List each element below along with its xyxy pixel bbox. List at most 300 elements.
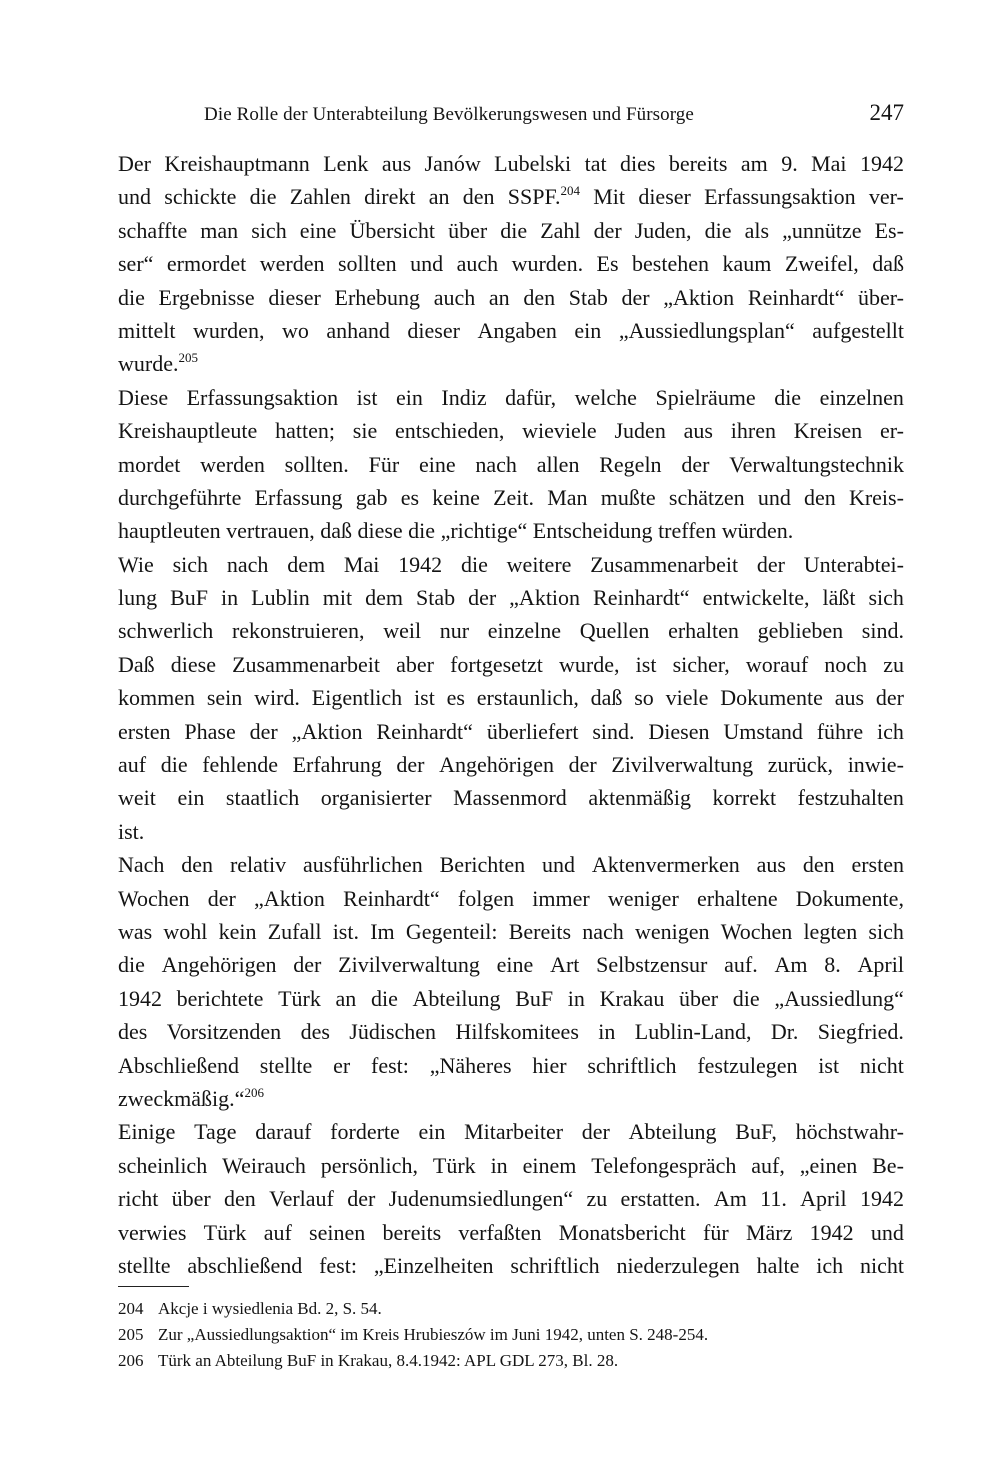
word: sind. (861, 618, 904, 644)
word: erstatten. (620, 1186, 701, 1212)
word: aufgestellt (812, 317, 904, 343)
word: mit (322, 585, 353, 611)
word: Türk (278, 985, 321, 1011)
word: Zahl (540, 217, 581, 243)
word: dem (365, 585, 403, 611)
word: Kreishauptmann (164, 151, 310, 176)
word: allen (536, 451, 580, 477)
body-text (118, 147, 904, 1282)
word: Angehörigen (161, 952, 277, 978)
word: Be- (872, 1152, 904, 1178)
word: dem (287, 551, 326, 577)
word: den (802, 852, 835, 878)
word: treffen (658, 518, 717, 544)
word: nur (439, 618, 470, 644)
text-line (118, 1049, 904, 1082)
word: eine (299, 217, 337, 243)
word: auf (118, 752, 147, 778)
text-line (118, 1082, 904, 1115)
text-line (118, 1182, 904, 1215)
word: die (160, 752, 188, 778)
word: Phase (184, 718, 236, 744)
footnote-number: 205 (118, 1325, 144, 1344)
word: der (396, 752, 425, 778)
word: direkt (364, 184, 416, 210)
word: sein (206, 685, 243, 711)
word: die (118, 952, 145, 978)
word: er- (879, 418, 904, 444)
word: aus (381, 151, 412, 176)
word: einzelne (487, 618, 562, 644)
word: Abteilung (628, 1119, 717, 1145)
word: der (347, 1186, 376, 1212)
text-line (118, 381, 904, 414)
word: bereits (382, 1219, 442, 1245)
word: die (774, 384, 802, 410)
word: Bereits (508, 918, 572, 944)
word: wurde.$^{205}$ (118, 350, 198, 377)
word: Einige (118, 1119, 176, 1145)
text-line (118, 848, 904, 881)
word: dieser (638, 184, 691, 210)
word: halte (756, 1252, 800, 1278)
word: und (542, 852, 576, 878)
word: immer (532, 885, 590, 911)
word: der (207, 885, 236, 911)
word: der (293, 952, 322, 978)
word: „Aussiedlungsplan“ (618, 317, 795, 343)
word: Quellen (579, 618, 650, 644)
word: ermordet (166, 251, 247, 277)
word: bereits (668, 151, 728, 176)
text-line (118, 180, 904, 213)
text-line (118, 1015, 904, 1048)
word: „Einzelheiten (373, 1252, 494, 1278)
word: Regeln (599, 451, 662, 477)
word: Im (370, 918, 395, 944)
footnote-ref: 204 (560, 183, 580, 199)
word: werden (259, 251, 325, 277)
word: staatlich (225, 785, 300, 811)
word: rekonstruieren, (231, 618, 365, 644)
word: April (857, 952, 904, 978)
word: man (200, 217, 239, 243)
word: Lenk (323, 151, 369, 176)
footnote-text: Akcje i wysiedlenia Bd. 2, S. 54. (158, 1299, 382, 1318)
word: sich (251, 217, 287, 243)
word: Stab (568, 284, 608, 310)
word: Mai (343, 551, 380, 577)
text-line (118, 548, 904, 581)
word: Reinhardt“ (343, 885, 440, 911)
word: an (488, 284, 510, 310)
word: Aktenvermerken (591, 852, 740, 878)
word: nach (475, 451, 517, 477)
word: Abteilung (412, 985, 501, 1011)
word: richt (118, 1186, 159, 1212)
word: Dokumente, (795, 885, 904, 911)
word: scheinlich (118, 1152, 208, 1178)
word: schriftlich (587, 1052, 677, 1078)
word: dieser (268, 284, 321, 310)
word: Es- (874, 217, 904, 243)
word: inwie- (847, 752, 904, 778)
word: geblieben (757, 618, 844, 644)
word: lung (118, 585, 158, 611)
word: „richtige“ (440, 518, 528, 544)
word: die (370, 985, 398, 1011)
word: mordet (118, 451, 181, 477)
word: überliefert (486, 718, 579, 744)
word: am (740, 151, 768, 176)
word: Hilfskomitees (455, 1019, 579, 1045)
word: Zweifel, (784, 251, 859, 277)
text-line (118, 614, 904, 647)
word: 1942 (859, 151, 904, 176)
word: der (593, 217, 622, 243)
word: 1942 (809, 1219, 854, 1245)
word: tat (584, 151, 607, 176)
word: und (870, 1219, 904, 1245)
word: BuF, (735, 1119, 777, 1145)
word: Dr. (770, 1019, 799, 1045)
running-head-title: Die Rolle der Unterabteilung Bevölkerungswesen und Fürsorge (204, 104, 694, 125)
word: schriftlich (510, 1252, 600, 1278)
word: die (704, 217, 732, 243)
word: Kreis- (848, 484, 904, 510)
word: der (249, 718, 278, 744)
word: der (756, 551, 785, 577)
word: die (500, 217, 528, 243)
word: Ergebnisse (158, 284, 255, 310)
footnote (118, 1348, 904, 1374)
text-line (118, 781, 904, 814)
word: Nach (118, 852, 165, 878)
word: vertrauen, (226, 518, 315, 544)
word: es (446, 685, 465, 711)
word: Wochen (118, 885, 190, 911)
word: erstaunlich, (476, 685, 579, 711)
footnotes (118, 1296, 904, 1374)
text-line (118, 214, 904, 247)
word: aus (834, 685, 865, 711)
word: er (333, 1052, 351, 1078)
word: erhalten (668, 618, 739, 644)
word: den (804, 484, 836, 510)
word: den (224, 1186, 256, 1212)
word: auf, (751, 1152, 785, 1178)
word: festzuhalten (797, 785, 904, 811)
word: verwies (118, 1219, 187, 1245)
word: sollten (337, 251, 397, 277)
word: an (428, 184, 450, 210)
word: Diesen (648, 718, 710, 744)
word: Übersicht (349, 217, 436, 243)
footnote-text: Zur „Aussiedlungsaktion“ im Kreis Hrubieszów im Juni 1942, unten S. 248-254. (158, 1325, 709, 1344)
word: „Aussiedlung“ (774, 985, 904, 1011)
word: nicht (859, 1052, 904, 1078)
word: Judenumsiedlungen“ (388, 1186, 574, 1212)
word: Dokumente (720, 685, 823, 711)
text-line (118, 147, 904, 180)
word: ein (177, 785, 205, 811)
word: mittelt (118, 317, 176, 343)
word: April (800, 1186, 847, 1212)
word: Entscheidung (532, 518, 653, 544)
word: anhand (326, 317, 390, 343)
word: festzulegen (697, 1052, 798, 1078)
word: in (598, 1019, 616, 1045)
word: „unnütze (782, 217, 862, 243)
text-line (118, 1216, 904, 1249)
word: Zusammenarbeit (590, 551, 739, 577)
word: zu (586, 1186, 608, 1212)
word: würden. (721, 518, 794, 544)
word: so (634, 685, 654, 711)
word: Der (118, 151, 151, 176)
word: was (118, 918, 153, 944)
text-line (118, 982, 904, 1015)
word: und (757, 484, 791, 510)
word: Art (550, 952, 580, 978)
word: wird. (254, 685, 300, 711)
word: Diese (118, 384, 169, 410)
word: ist. (332, 918, 359, 944)
word: wurde, (559, 651, 620, 677)
word: Am (713, 1186, 747, 1212)
word: Zeit. (493, 484, 534, 510)
word: daß (872, 251, 904, 277)
word: zurück, (767, 752, 834, 778)
word: Man (547, 484, 588, 510)
word: Lubelski (494, 151, 572, 176)
word: Daß (118, 651, 155, 677)
word: persönlich, (320, 1152, 418, 1178)
word: Türk (432, 1152, 476, 1178)
word: durchgeführte (118, 484, 242, 510)
footnote (118, 1322, 904, 1348)
word: Am (774, 952, 808, 978)
word: ersten (118, 718, 171, 744)
word: werden (200, 451, 265, 477)
word: daß (320, 518, 352, 544)
word: wurden, (192, 317, 265, 343)
word: über- (858, 284, 904, 310)
word: Weirauch (222, 1152, 306, 1178)
word: stellte (118, 1252, 171, 1278)
word: dies (619, 151, 656, 176)
word: ein (574, 317, 602, 343)
text-line (118, 948, 904, 981)
word: dafür, (505, 384, 557, 410)
word: Kreisen (793, 418, 863, 444)
word: die (249, 184, 277, 210)
word: Zahlen (289, 184, 351, 210)
word: es (400, 484, 420, 510)
word: kaum (722, 251, 772, 277)
word: Zivilverwaltung (338, 952, 480, 978)
word: 11. (760, 1186, 787, 1212)
running-head (118, 100, 904, 134)
word: diese (170, 651, 216, 677)
word: Juden, (634, 217, 692, 243)
word: 1942 (398, 551, 443, 577)
word: „Aktion (509, 585, 581, 611)
word: wurden. (511, 251, 584, 277)
text-line (118, 347, 904, 380)
text-line (118, 281, 904, 314)
word: SSPF.$^{204}$ (507, 183, 580, 210)
word: Wochen (720, 918, 793, 944)
word: sich (172, 551, 209, 577)
word: einem (522, 1152, 577, 1178)
text-line (118, 581, 904, 614)
text-line (118, 648, 904, 681)
word: Selbstzensur (596, 952, 708, 978)
word: ver- (868, 184, 904, 210)
word: fest: (319, 1252, 357, 1278)
word: daß (590, 685, 623, 711)
text-line (118, 1149, 904, 1182)
word: „Aktion (291, 718, 363, 744)
word: 8. (824, 952, 841, 978)
word: Telefongespräch (591, 1152, 737, 1178)
word: 9. (781, 151, 798, 176)
word: sind. (592, 718, 635, 744)
word: sicher, (672, 651, 730, 677)
footnote-number: 206 (118, 1351, 144, 1370)
word: aktenmäßig (588, 785, 691, 811)
footnote-separator (118, 1286, 189, 1287)
word: Erfassungsaktion (704, 184, 856, 210)
word: für (703, 1219, 729, 1245)
word: worauf (745, 651, 809, 677)
word: Verlauf (269, 1186, 334, 1212)
word: kein (218, 918, 257, 944)
text-line (118, 715, 904, 748)
word: höchstwahr- (795, 1119, 904, 1145)
word: weit (118, 785, 156, 811)
word: Indiz (441, 384, 487, 410)
text-line (118, 448, 904, 481)
word: der (468, 585, 497, 611)
word: hier (532, 1052, 567, 1078)
word: Juden (614, 418, 666, 444)
word: Eigentlich (311, 685, 403, 711)
word: aber (396, 651, 434, 677)
word: wohl (163, 918, 208, 944)
word: Berichten (439, 852, 526, 878)
word: „Näheres (429, 1052, 512, 1078)
word: aus (683, 418, 713, 444)
word: März (745, 1219, 793, 1245)
word: in (221, 585, 239, 611)
word: die (408, 518, 436, 544)
word: hauptleuten (118, 518, 221, 544)
word: Erfassungsaktion (186, 384, 339, 410)
word: Zufall (267, 918, 322, 944)
word: zweckmäßig.“$^{206}$ (118, 1084, 264, 1111)
word: über (679, 985, 719, 1011)
word: der (621, 284, 650, 310)
word: schaffte (118, 217, 188, 243)
word: nach (226, 551, 269, 577)
word: BuF (515, 985, 554, 1011)
word: in (490, 1152, 508, 1178)
word: forderte (330, 1119, 400, 1145)
word: ist (414, 685, 435, 711)
word: keine (432, 484, 480, 510)
text-line (118, 748, 904, 781)
word: „Aktion (663, 284, 735, 310)
word: dieser (407, 317, 460, 343)
word: verfaßten (458, 1219, 542, 1245)
text-line (118, 681, 904, 714)
text-line (118, 514, 904, 547)
word: zu (883, 651, 904, 677)
word: Angaben (477, 317, 557, 343)
word: stellte (259, 1052, 313, 1078)
word: der (875, 685, 904, 711)
word: erhaltene (696, 885, 778, 911)
text-line (118, 414, 904, 447)
word: Erfahrung (292, 752, 382, 778)
word: 1942 (118, 985, 162, 1011)
word: die (460, 551, 488, 577)
word: Verwaltungstechnik (729, 451, 904, 477)
word: der (568, 752, 597, 778)
word: Umstand (723, 718, 803, 744)
word: ersten (851, 852, 904, 878)
word: der (681, 451, 710, 477)
word: darauf (255, 1119, 312, 1145)
word: den (462, 184, 495, 210)
word: als (744, 217, 770, 243)
word: auf (263, 1219, 292, 1245)
word: ich (816, 1252, 844, 1278)
word: auf. (724, 952, 758, 978)
word: des (300, 1019, 330, 1045)
word: den (181, 852, 214, 878)
word: Mit (593, 184, 626, 210)
word: Tage (194, 1119, 237, 1145)
word: fortgesetzt (450, 651, 543, 677)
word: folgen (457, 885, 515, 911)
word: läßt (822, 585, 856, 611)
word: ein (418, 1119, 446, 1145)
word: relativ (229, 852, 287, 878)
text-line (118, 915, 904, 948)
word: entschieden, (395, 418, 505, 444)
page-number: 247 (869, 100, 904, 125)
word: Reinhardt“ (747, 284, 845, 310)
word: 1942 (859, 1186, 904, 1212)
footnote-text: Türk an Abteilung BuF in Krakau, 8.4.1942: APL GDL 273, Bl. 28. (158, 1351, 619, 1370)
word: nicht (860, 1252, 904, 1278)
word: einzelnen (819, 384, 904, 410)
word: seinen (309, 1219, 366, 1245)
word: in (567, 985, 585, 1011)
word: wieviele (522, 418, 597, 444)
word: Jüdischen (349, 1019, 437, 1045)
word: ist (818, 1052, 840, 1078)
text-line (118, 314, 904, 347)
word: weitere (506, 551, 572, 577)
word: noch (824, 651, 868, 677)
footnote-ref: 206 (244, 1084, 264, 1100)
word: Mitarbeiter (464, 1119, 564, 1145)
word: sie (352, 418, 378, 444)
